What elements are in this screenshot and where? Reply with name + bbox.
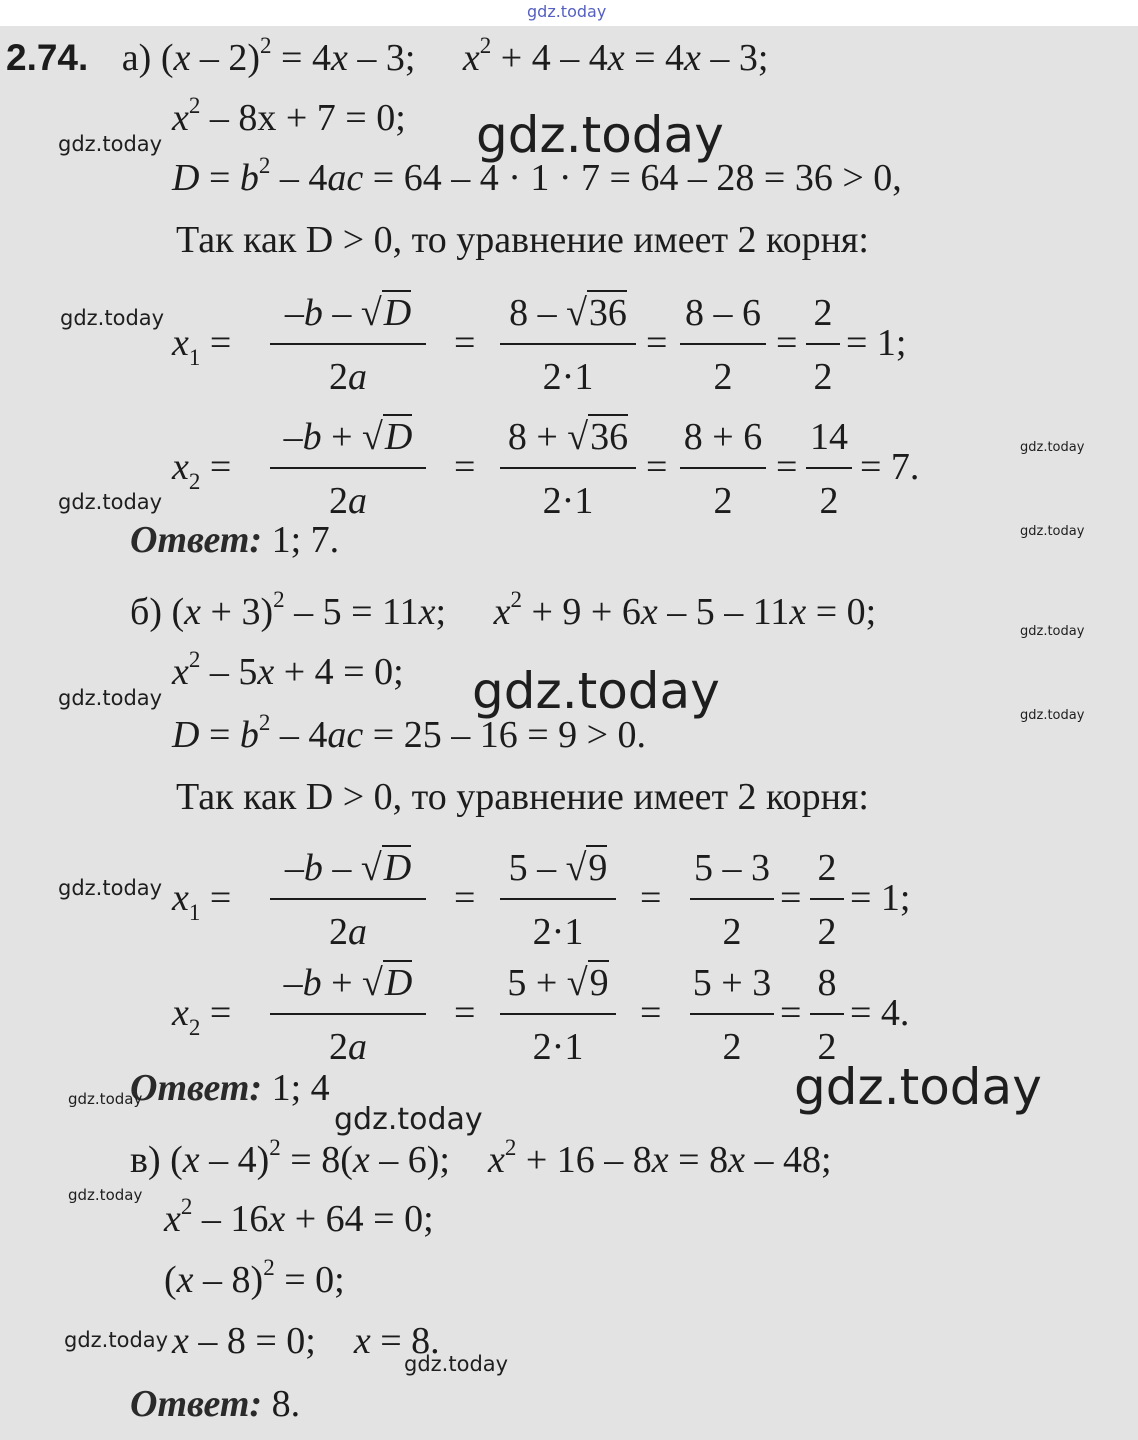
x2-result-a: = 7. — [860, 446, 920, 488]
watermark: gdz.today — [58, 686, 163, 710]
watermark: gdz.today — [404, 1352, 509, 1376]
x2-label-a: $x_2$ = — [172, 446, 232, 494]
fraction-14-over-2: 14 2 — [806, 417, 852, 521]
header-watermark: gdz.today — [527, 2, 607, 21]
eq-sign: = — [454, 322, 476, 364]
fraction-8-minus-6: 8 – 6 2 — [680, 293, 766, 397]
eq-sign: = — [776, 446, 798, 488]
x1-label-a: $x_1$ = — [172, 322, 232, 370]
fraction-2-over-2: 2 2 — [806, 293, 840, 397]
fraction-5-plus-sqrt9: 5 + √9 2·1 — [500, 963, 616, 1067]
line-c4: x – 8 = 0; x = 8. — [172, 1320, 440, 1362]
watermark: gdz.today — [1020, 624, 1085, 639]
fraction-8-plus-sqrt36: 8 + √36 2·1 — [500, 417, 636, 521]
x2-result-b: = 4. — [850, 992, 910, 1034]
line-a2: $x^2 - 8x + 7 = 0$; — [172, 93, 406, 139]
eq-sign: = — [776, 322, 798, 364]
eq-sign: = — [780, 877, 802, 919]
fraction-general-plus-a: –b + √D 2a — [270, 417, 426, 521]
watermark: gdz.today — [1020, 440, 1085, 455]
part-a-label: а) — [121, 37, 152, 79]
watermark: gdz.today — [58, 490, 163, 514]
line-b4: Так как D > 0, то уравнение имеет 2 корня: — [176, 776, 869, 818]
watermark: gdz.today — [1020, 708, 1085, 723]
watermark: gdz.today — [334, 1102, 483, 1137]
eq-sign: = — [640, 992, 662, 1034]
line-c2: $x^2 - 16x + 64 = 0$; — [164, 1194, 434, 1240]
fraction-8-minus-sqrt36: 8 – √36 2·1 — [500, 293, 636, 397]
watermark: gdz.today — [60, 306, 165, 330]
eq-sign: = — [640, 877, 662, 919]
eq-sign: = — [646, 322, 668, 364]
eq-sign: = — [646, 446, 668, 488]
line-b2: $x^2 - 5x + 4 = 0$; — [172, 647, 404, 693]
fraction-general-minus-b: –b – √D 2a — [270, 848, 426, 952]
fraction-5-plus-3: 5 + 3 2 — [690, 963, 774, 1067]
x1-result-b: = 1; — [850, 877, 911, 919]
part-b-label: б) — [130, 591, 162, 633]
watermark: gdz.today — [472, 662, 720, 720]
fraction-2-over-2-b: 2 2 — [810, 848, 844, 952]
watermark: gdz.today — [476, 106, 724, 164]
fraction-5-minus-3: 5 – 3 2 — [690, 848, 774, 952]
watermark: gdz.today — [58, 132, 163, 156]
fraction-general-minus-a: –b – √D 2a — [270, 293, 426, 397]
watermark: gdz.today — [794, 1058, 1042, 1116]
watermark: gdz.today — [68, 1090, 143, 1108]
line-a1: 2.74. а) (x – 2)$^2$ = 4x – 3; $x^2 + 4 - 4x = 4x - 3$; — [6, 33, 769, 79]
fraction-8-over-2: 8 2 — [810, 963, 844, 1067]
eq-sign: = — [454, 446, 476, 488]
x2-label-b: $x_2$ = — [172, 992, 232, 1040]
line-a3: $D = b^2 - 4ac = 64 - 4 \cdot 1 \cdot 7 = 64 - 28 = 36 > 0$, — [172, 153, 902, 199]
x1-label-b: $x_1$ = — [172, 877, 232, 925]
line-c1: в) (x – 4)$^2$ = 8(x – 6); $x^2 + 16 - 8x = 8x - 48$; — [130, 1135, 832, 1181]
line-a4: Так как D > 0, то уравнение имеет 2 корня: — [176, 219, 869, 261]
fraction-general-plus-b: –b + √D 2a — [270, 963, 426, 1067]
problem-number: 2.74. — [6, 37, 89, 78]
watermark: gdz.today — [64, 1328, 169, 1352]
answer-a: Ответ: 1; 7. — [130, 519, 340, 561]
answer-b: Ответ: 1; 4 — [130, 1067, 330, 1109]
eq-sign: = — [780, 992, 802, 1034]
line-b3: $D = b^2 - 4ac = 25 - 16 = 9 > 0$. — [172, 710, 647, 756]
fraction-5-minus-sqrt9: 5 – √9 2·1 — [500, 848, 616, 952]
eq-sign: = — [454, 992, 476, 1034]
x1-result-a: = 1; — [846, 322, 907, 364]
fraction-8-plus-6: 8 + 6 2 — [680, 417, 766, 521]
eq-sign: = — [454, 877, 476, 919]
answer-c: Ответ: 8. — [130, 1383, 301, 1425]
watermark: gdz.today — [68, 1186, 143, 1204]
line-b1: б) $(x + 3)^2 - 5 = 11x$; $x^2 + 9 + 6x - 5 - 11x = 0$; — [130, 587, 877, 633]
watermark: gdz.today — [1020, 524, 1085, 539]
part-c-label: в) — [130, 1139, 161, 1181]
watermark: gdz.today — [58, 876, 163, 900]
line-c3: (x – 8)$^2$ = 0; — [164, 1255, 345, 1301]
